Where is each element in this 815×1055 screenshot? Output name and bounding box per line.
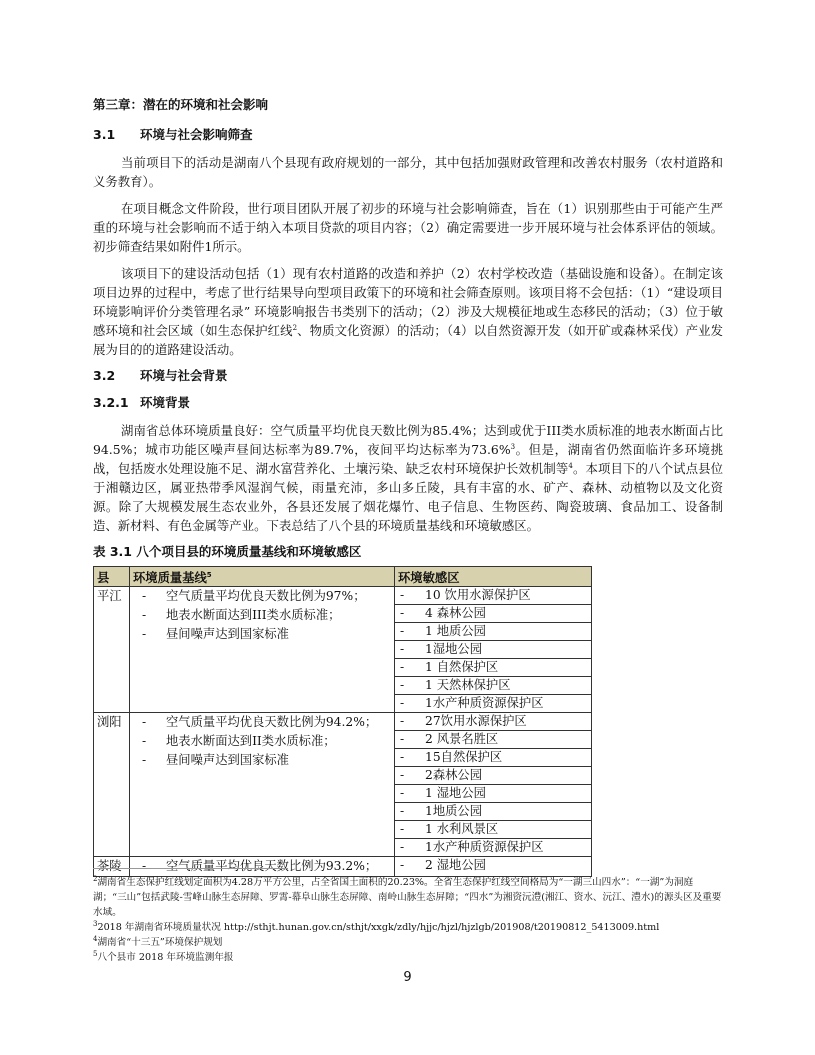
section-3-2-heading — [93, 367, 723, 385]
quality-text: 空气质量平均优良天数比例为94.2%； — [166, 715, 378, 729]
paragraph-3-text-b: 、物质文化资源）的活动；（4）以自然资源开发（如开矿或森林采伐）产业发展为目的的道路建设活动。 — [93, 323, 724, 357]
dash-bullet: - — [400, 606, 405, 620]
quality-cell — [130, 587, 395, 713]
header-zones: 环境敏感区 — [395, 567, 592, 587]
footnote-ref-3[interactable]: 3 — [510, 442, 516, 451]
page-number: 9 — [403, 970, 412, 985]
dash-bullet: - — [142, 734, 147, 748]
page-content — [93, 96, 723, 877]
zone-line — [395, 587, 591, 605]
header-county: 县 — [94, 567, 130, 587]
quality-text: 昼间噪声达到国家标准 — [166, 627, 289, 641]
zone-text: 2 风景名胜区 — [425, 732, 499, 746]
quality-line — [130, 587, 394, 606]
zone-line — [395, 713, 591, 731]
paragraph-1: 当前项目下的活动是湖南八个县现有政府规划的一部分，其中包括加强财政管理和改善农村服务（农村道路和义务教育）。 — [93, 155, 723, 189]
footnote-ref-2[interactable]: 2 — [292, 323, 298, 332]
dash-bullet: - — [400, 732, 405, 746]
zone-text: 2 湿地公园 — [425, 858, 486, 872]
zone-line — [395, 857, 591, 874]
quality-text: 昼间噪声达到国家标准 — [166, 753, 289, 767]
paragraph-4-text-c: 。本项目下的八个试点县位于湘赣边区，属亚热带季风湿润气候，雨量充沛，多山多丘陵，具有丰富的水、矿产、森林、动植物以及文化资源。除了大规模发展生态农业外，各县还发展了烟花爆竹、电子信息、生物医药、陶瓷玻璃、食品加工、设备制造、新材料、有色金属等产业。下表总结了八个县的环境质量基线和环境敏感区。 — [93, 461, 724, 533]
zone-line — [395, 695, 591, 712]
environment-table — [93, 566, 592, 877]
quality-line — [130, 857, 394, 876]
zone-text: 10 饮用水源保护区 — [425, 588, 531, 602]
dash-bullet: - — [400, 624, 405, 638]
footnote-4 — [93, 935, 723, 950]
footnote-2 — [93, 875, 723, 920]
dash-bullet: - — [142, 627, 147, 641]
quality-line — [130, 713, 394, 732]
section-number: 3.2 — [93, 368, 116, 383]
footnote-text: 湖南省“十三五”环境保护规划 — [97, 937, 223, 948]
county-cell: 浏阳 — [94, 713, 130, 857]
footnote-text: 八个县市 2018 年环境监测年报 — [97, 952, 234, 963]
dash-bullet: - — [400, 642, 405, 656]
dash-bullet: - — [400, 768, 405, 782]
footnote-number: 4 — [93, 934, 98, 943]
quality-text: 地表水断面达到II类水质标准； — [166, 734, 336, 748]
footnote-divider — [93, 868, 288, 869]
table-caption: 表 3.1 八个项目县的环境质量基线和环境敏感区 — [93, 544, 362, 559]
paragraph-3 — [93, 264, 723, 359]
dash-bullet: - — [400, 822, 405, 836]
quality-cell — [130, 857, 395, 877]
footnote-3 — [93, 920, 723, 935]
zone-text: 4 森林公园 — [425, 606, 486, 620]
footnote-number: 3 — [93, 919, 98, 928]
dash-bullet: - — [400, 714, 405, 728]
zone-line — [395, 641, 591, 659]
zone-text: 2森林公园 — [425, 768, 483, 782]
quality-line — [130, 625, 394, 644]
footnote-number: 2 — [93, 874, 98, 883]
zones-cell — [395, 713, 592, 857]
zone-text: 1水产种质资源保护区 — [425, 696, 544, 710]
dash-bullet: - — [142, 589, 147, 603]
dash-bullet: - — [400, 750, 405, 764]
section-3-2-1-heading — [93, 394, 723, 412]
zone-line — [395, 659, 591, 677]
section-title: 环境背景 — [140, 395, 191, 410]
zone-text: 1湿地公园 — [425, 642, 483, 656]
zone-line — [395, 731, 591, 749]
dash-bullet: - — [400, 786, 405, 800]
zone-line — [395, 767, 591, 785]
dash-bullet: - — [400, 660, 405, 674]
quality-text: 地表水断面达到III类水质标准； — [166, 608, 341, 622]
section-number: 3.1 — [93, 127, 116, 142]
dash-bullet: - — [400, 696, 405, 710]
table-row — [94, 857, 592, 877]
section-3-1-heading — [93, 126, 723, 144]
paragraph-2: 在项目概念文件阶段，世行项目团队开展了初步的环境与社会影响筛查，旨在（1）识别那些由于可能产生严重的环境与社会影响而不适于纳入本项目贷款的项目内容；（2）确定需要进一步开展环境与社会体系评估的领域。初步筛查结果如附件1所示。 — [93, 201, 723, 254]
footnote-text[interactable]: 2018 年湖南省环境质量状况 http://sthjt.hunan.gov.cn/sthjt/xxgk/zdly/hjjc/hjzl/hjzlgb/201908/t20190812_5413009.html — [97, 922, 660, 933]
zone-text: 1地质公园 — [425, 804, 483, 818]
footnotes — [93, 875, 723, 965]
dash-bullet: - — [142, 715, 147, 729]
section-title: 环境与社会背景 — [140, 368, 228, 383]
dash-bullet: - — [400, 858, 405, 872]
section-number: 3.2.1 — [93, 395, 129, 410]
footnote-ref-5[interactable]: 5 — [206, 570, 212, 579]
dash-bullet: - — [400, 804, 405, 818]
zone-line — [395, 839, 591, 856]
section-title: 环境与社会影响筛查 — [140, 127, 253, 142]
table-row — [94, 587, 592, 713]
zone-text: 27饮用水源保护区 — [425, 714, 527, 728]
paragraph-4 — [93, 421, 723, 535]
table-row — [94, 713, 592, 857]
zones-cell — [395, 587, 592, 713]
footnote-ref-4[interactable]: 4 — [568, 461, 573, 470]
zone-line — [395, 749, 591, 767]
zone-line — [395, 677, 591, 695]
dash-bullet: - — [400, 840, 405, 854]
paragraph-4-text-b: 。但是，湖南省仍然面临许多环境挑战，包括废水处理设施不足、湖水富营养化、土壤污染、缺乏农村环境保护长效机制等 — [93, 442, 723, 476]
zone-text: 1 自然保护区 — [425, 660, 499, 674]
zone-line — [395, 803, 591, 821]
zones-cell — [395, 857, 592, 877]
quality-cell — [130, 713, 395, 857]
dash-bullet: - — [400, 588, 405, 602]
dash-bullet: - — [400, 678, 405, 692]
zone-text: 15自然保护区 — [425, 750, 503, 764]
quality-text: 空气质量平均优良天数比例为93.2%； — [166, 859, 378, 873]
zone-text: 1水产种质资源保护区 — [425, 840, 544, 854]
zone-line — [395, 785, 591, 803]
footnote-number: 5 — [93, 949, 98, 958]
county-cell: 平江 — [94, 587, 130, 713]
paragraph-3-text-a: 该项目下的建设活动包括（1）现有农村道路的改造和养护（2）农村学校改造（基础设施和设备）。在制定该项目边界的过程中，考虑了世行结果导向型项目政策下的环境和社会筛查原则。该项目将不会包括：（1）“建设项目环境影响评价分类管理名录” 环境影响报告书类别下的活动；（2）涉及大规模征地或生态移民的活动；（3）位于敏感环境和社会区域（如生态保护红线 — [93, 266, 723, 338]
footnote-text: 湖南省生态保护红线划定面积为4.28万平方公里，占全省国土面积的20.23%。全省生态保护红线空间格局为“一湖三山四水”：“一湖”为洞庭湖；“三山”包括武陵-雪峰山脉生态屏障、罗霄-幕阜山脉生态屏障、南岭山脉生态屏障；“四水”为湘资沅澧(湘江、资水、沅江、澧水)的源头区及重要水域。 — [93, 877, 722, 918]
chapter-title: 第三章：潜在的环境和社会影响 — [93, 97, 269, 112]
county-cell: 茶陵 — [94, 857, 130, 877]
quality-line — [130, 732, 394, 751]
zone-line — [395, 605, 591, 623]
table-header-row — [94, 567, 592, 587]
dash-bullet: - — [142, 608, 147, 622]
paragraph-4-text-a: 湖南省总体环境质量良好：空气质量平均优良天数比例为85.4%；达到或优于III类水质标准的地表水断面占比94.5%；城市功能区噪声昼间达标率为89.7%，夜间平均达标率为73.6% — [93, 423, 723, 457]
footnote-5 — [93, 950, 723, 965]
quality-line — [130, 751, 394, 770]
zone-text: 1 天然林保护区 — [425, 678, 511, 692]
zone-line — [395, 623, 591, 641]
zone-text: 1 水利风景区 — [425, 822, 499, 836]
quality-text: 空气质量平均优良天数比例为97%； — [166, 589, 366, 603]
header-quality — [130, 567, 395, 587]
zone-line — [395, 821, 591, 839]
quality-line — [130, 606, 394, 625]
header-quality-label: 环境质量基线 — [133, 570, 207, 585]
zone-text: 1 湿地公园 — [425, 786, 486, 800]
dash-bullet: - — [142, 753, 147, 767]
zone-text: 1 地质公园 — [425, 624, 486, 638]
dash-bullet: - — [142, 859, 147, 873]
